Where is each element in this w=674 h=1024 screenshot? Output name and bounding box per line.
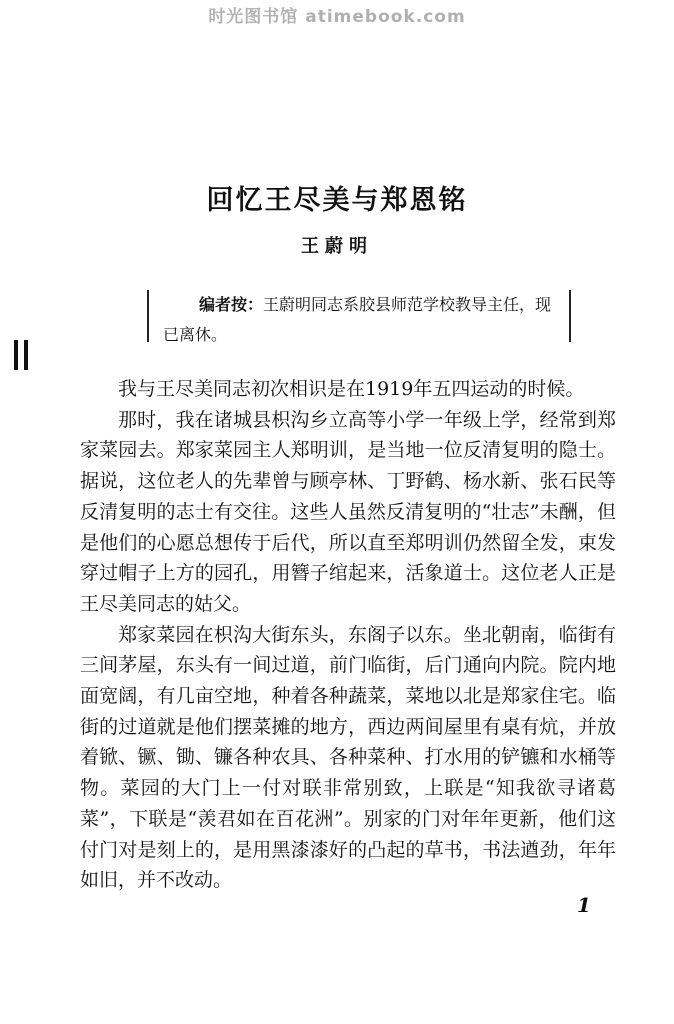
- author-name: 王蔚明: [301, 236, 373, 257]
- note-right-bracket: [569, 290, 571, 342]
- paragraph-3: 郑家菜园在枳沟大街东头，东阁子以东。坐北朝南，临街有三间茅屋，东头有一间过道，前门临街，后门通向内院。院内地面宽阔，有几亩空地，种着各种蔬菜，菜地以北是郑家住宅。临街的过道就是他们摆菜摊的地方，西边两间屋里有桌有炕，并放着锨、镢、锄、镰各种农具、各种菜种、打水用的铲镳和水桶等物。菜园的大门上一付对联非常别致，上联是“知我欲寻诸葛菜”，下联是“羡君如在百花洲”。别家的门对年年更新，他们这付门对是刻上的，是用黑漆漆好的凸起的草书，书法遒劲，年年如旧，并不改动。: [80, 623, 616, 892]
- note-left-bracket: [147, 290, 149, 342]
- article-title: 回忆王尽美与郑恩铭: [206, 185, 468, 216]
- paragraph-1: 我与王尽美同志初次相识是在1919年五四运动的时候。: [118, 378, 585, 400]
- editor-note-text: 王蔚明同志系胶县师范学校教导主任，现已离休。: [163, 295, 552, 344]
- watermark: 时光图书馆 atimebook.com: [208, 7, 466, 27]
- margin-mark: [12, 340, 34, 370]
- editor-note-box: [147, 284, 571, 346]
- editor-note: [163, 290, 559, 350]
- page-number: 1: [577, 893, 591, 917]
- paragraph-2: 那时，我在诸城县枳沟乡立高等小学一年级上学，经常到郑家菜园去。郑家菜园主人郑明训，是当地一位反清复明的隐士。据说，这位老人的先辈曾与顾亭林、丁野鹤、杨水新、张石民等反清复明的志士有交往。这些人虽然反清复明的“壮志”未酬，但是他们的心愿总想传于后代，所以直至郑明训仍然留全发，束发穿过帽子上方的园孔，用簪子绾起来，活象道士。这位老人正是王尽美同志的姑父。: [80, 408, 616, 615]
- article-body: [80, 374, 616, 896]
- editor-note-label: 编者按：: [199, 295, 264, 314]
